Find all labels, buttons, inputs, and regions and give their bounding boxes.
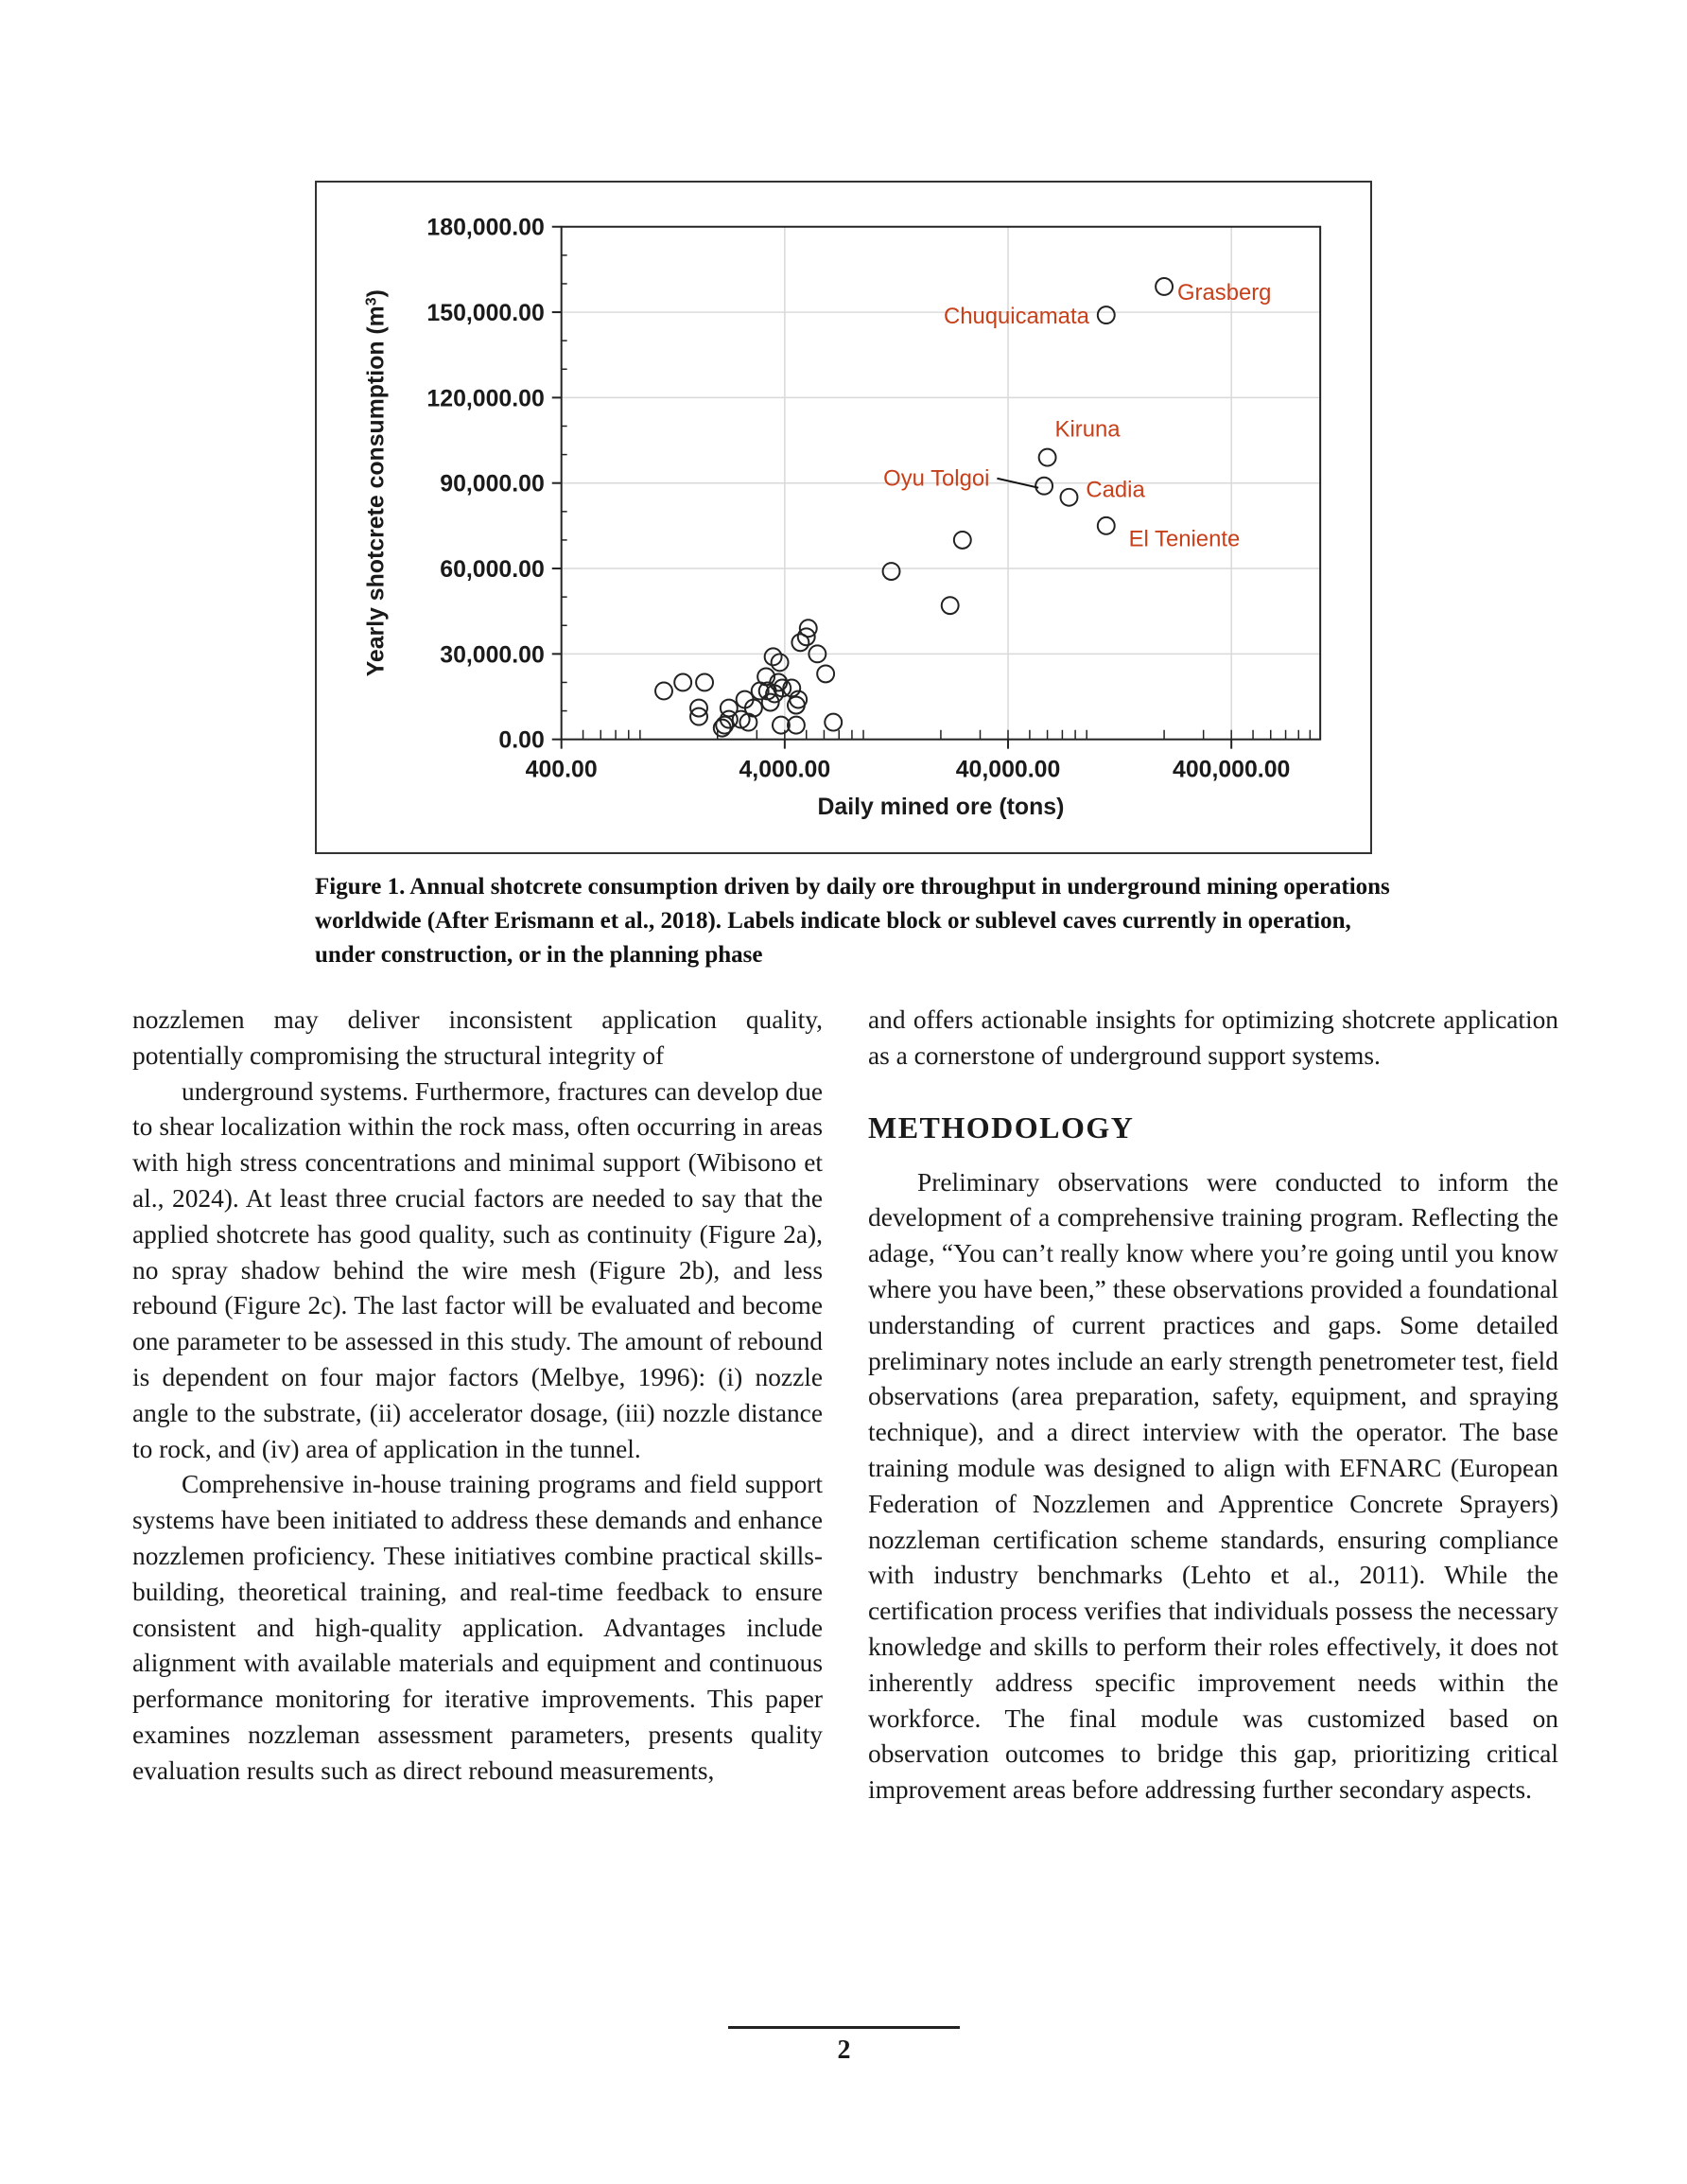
data-point xyxy=(883,563,900,580)
data-point xyxy=(817,665,834,682)
left-column xyxy=(132,1003,823,1790)
right-column xyxy=(868,1003,1558,1808)
point-labels xyxy=(883,280,1271,552)
data-point xyxy=(825,714,842,731)
data-point xyxy=(655,683,672,700)
paragraph: Comprehensive in-house training programs and field support systems have been initiated to address these demands and enhance nozzlemen proficiency. These initiatives combine practical skills-building, theoretical training, and real-time feedback to ensure consistent and high-quality application. Advantages include alignment with available materials and equipment and continuous performance monitoring for iterative improvements. This paper examines nozzleman assessment parameters, presents quality evaluation results such as direct rebound measurements, xyxy=(132,1470,823,1785)
x-axis-label: Daily mined ore (tons) xyxy=(817,795,1065,821)
paragraph: Preliminary observations were conducted to inform the development of a comprehensive training program. Reflecting the adage, “You can’t really know where you’re going until you know where you have been,” these observations provided a foundational understanding of current practices and gaps. Some detailed preliminary notes include an early strength penetrometer test, field observations (area preparation, safety, equipment, and spraying technique), and a direct interview with the operator. The base training module was designed to align with EFNARC (European Federation of Nozzlemen and Apprentice Concrete Sprayers) nozzleman certification scheme standards, ensuring compliance with industry benchmarks (Lehto et al., 2011). While the certification process verifies that individuals possess the necessary knowledge and skills to perform their roles effectively, it does not inherently address specific improvement needs within the workforce. The final module was customized based on observation outcomes to bridge this gap, prioritizing critical improvement areas before addressing further secondary aspects. xyxy=(868,1167,1558,1805)
x-tick-label: 400,000.00 xyxy=(1173,757,1291,783)
figure-caption: Figure 1. Annual shotcrete consumption driven by daily ore throughput in underground mining operations worldwide (After Erismann et al., 2018). Labels indicate block or sublevel caves currently in operation, under construction, or in the planning phase xyxy=(315,874,1390,968)
y-tick-label: 120,000.00 xyxy=(426,386,545,412)
data-point xyxy=(954,532,971,549)
footer-rule xyxy=(728,2026,960,2029)
figure-1 xyxy=(315,181,1372,854)
y-tick-label: 90,000.00 xyxy=(440,471,545,498)
y-tick-label: 30,000.00 xyxy=(440,642,545,669)
data-point xyxy=(1035,478,1052,495)
point-label: Grasberg xyxy=(1177,279,1272,306)
data-point xyxy=(696,674,713,691)
point-label: Cadia xyxy=(1086,477,1145,503)
data-point xyxy=(1061,489,1078,506)
paragraph: and offers actionable insights for optimizing shotcrete application as a cornerstone of underground support systems. xyxy=(868,1005,1558,1070)
y-tick-label: 180,000.00 xyxy=(426,215,545,241)
data-points xyxy=(655,278,1173,737)
paragraph: nozzlemen may deliver inconsistent application quality, potentially compromising the structural integrity of xyxy=(132,1005,823,1070)
x-tick-label: 40,000.00 xyxy=(955,757,1061,783)
y-tick-label: 150,000.00 xyxy=(426,301,545,327)
point-label: Oyu Tolgoi xyxy=(883,465,990,492)
data-point xyxy=(1098,306,1115,323)
y-tick-label: 60,000.00 xyxy=(440,556,545,583)
data-point xyxy=(1156,278,1173,295)
x-tick-label: 4,000.00 xyxy=(739,757,831,783)
data-point xyxy=(1098,517,1115,534)
data-point xyxy=(674,674,691,691)
point-label: Kiruna xyxy=(1054,416,1121,443)
data-point xyxy=(1039,449,1056,466)
data-point xyxy=(942,597,959,614)
point-label: El Teniente xyxy=(1128,526,1241,552)
section-heading: METHODOLOGY xyxy=(868,1109,1135,1144)
page-number: 2 xyxy=(837,2035,851,2065)
scatter-chart xyxy=(317,183,1370,852)
y-tick-label: 0.00 xyxy=(498,727,545,754)
paragraph: underground systems. Furthermore, fractures can develop due to shear localization within the rock mass, often occurring in areas with high stress concentrations and minimal support (Wibisono et al., 2024). At least three crucial factors are needed to say that the applied shotcrete has good quality, such as continuity (Figure 2a), no spray shadow behind the wire mesh (Figure 2b), and less rebound (Figure 2c). The last factor will be evaluated and become one parameter to be assessed in this study. The amount of rebound is dependent on four major factors (Melbye, 1996): (i) nozzle angle to the substrate, (ii) accelerator dosage, (iii) nozzle distance to rock, and (iv) area of application in the tunnel. xyxy=(132,1076,823,1463)
point-label: Chuquicamata xyxy=(944,304,1089,330)
y-axis-label: Yearly shotcrete consumption $(m^3)$ xyxy=(363,289,390,677)
x-tick-label: 400.00 xyxy=(525,757,598,783)
